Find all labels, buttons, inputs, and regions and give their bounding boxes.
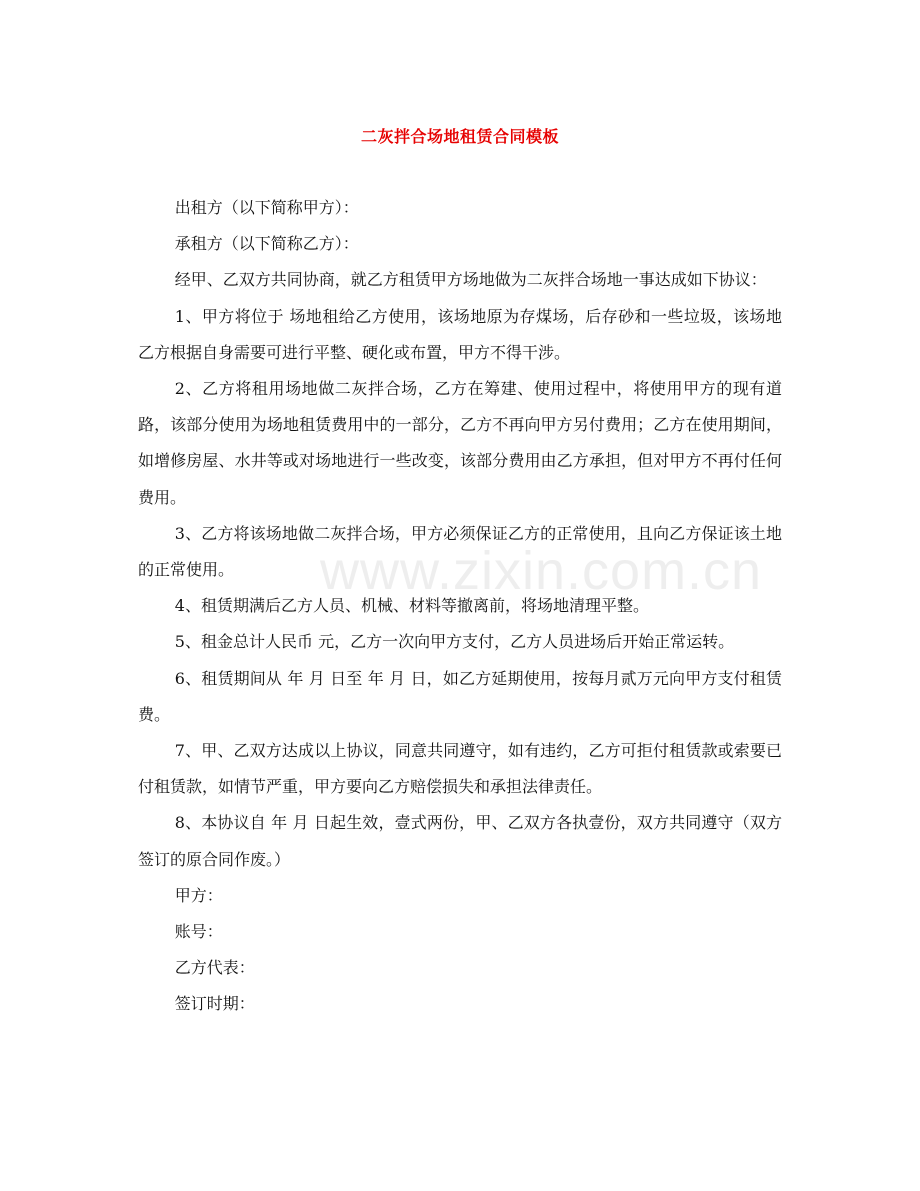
lessor-line: 出租方（以下简称甲方）： <box>174 198 359 217</box>
contract-body <box>138 190 782 1023</box>
clause-4: 4、租赁期满后乙方人员、机械、材料等撤离前，将场地清理平整。 <box>174 596 649 616</box>
clause-2: 2、乙方将租用场地做二灰拌合场，乙方在筹建、使用过程中，将使用甲方的现有道路，该部分使用为场地租赁费用中的一部分，乙方不再向甲方另付费用；乙方在使用期间，如增修房屋、水井等或对场地进行一些改变，该部分费用由乙方承担，但对甲方不再付任何费用。 <box>138 379 782 507</box>
party-a-signature-line: 甲方： <box>174 885 223 905</box>
clause-6: 6、租赁期间从 年 月 日至 年 月 日，如乙方延期使用，按每月贰万元向甲方支付租赁费。 <box>138 668 782 724</box>
account-line: 账号： <box>174 922 223 942</box>
lessee-line: 承租方（以下简称乙方）： <box>174 234 359 254</box>
clause-1: 1、甲方将位于 场地租给乙方使用，该场地原为存煤场，后存砂和一些垃圾，该场地乙方根据自身需要可进行平整、硬化或布置，甲方不得干涉。 <box>138 306 782 362</box>
clause-5: 5、租金总计人民币 元，乙方一次向甲方支付，乙方人员进场后开始正常运转。 <box>174 632 735 652</box>
watermark: www.zixin.com.cn <box>320 541 763 601</box>
clause-3: 3、乙方将该场地做二灰拌合场，甲方必须保证乙方的正常使用，且向乙方保证该土地的正常使用。 <box>138 523 782 580</box>
clause-8: 8、本协议自 年 月 日起生效，壹式两份，甲、乙双方各执壹份，双方共同遵守（双方签订的原合同作废。） <box>138 813 782 869</box>
document-title: 二灰拌合场地租赁合同模板 <box>360 127 559 146</box>
preamble-paragraph: 经甲、乙双方共同协商，就乙方租赁甲方场地做为二灰拌合场地一事达成如下协议： <box>174 270 767 290</box>
signing-date-line: 签订时期： <box>174 994 255 1014</box>
clause-7: 7、甲、乙双方达成以上协议，同意共同遵守，如有违约，乙方可拒付租赁款或索要已付租赁款，如情节严重，甲方要向乙方赔偿损失和承担法律责任。 <box>138 741 782 797</box>
party-b-representative-line: 乙方代表： <box>174 958 255 978</box>
